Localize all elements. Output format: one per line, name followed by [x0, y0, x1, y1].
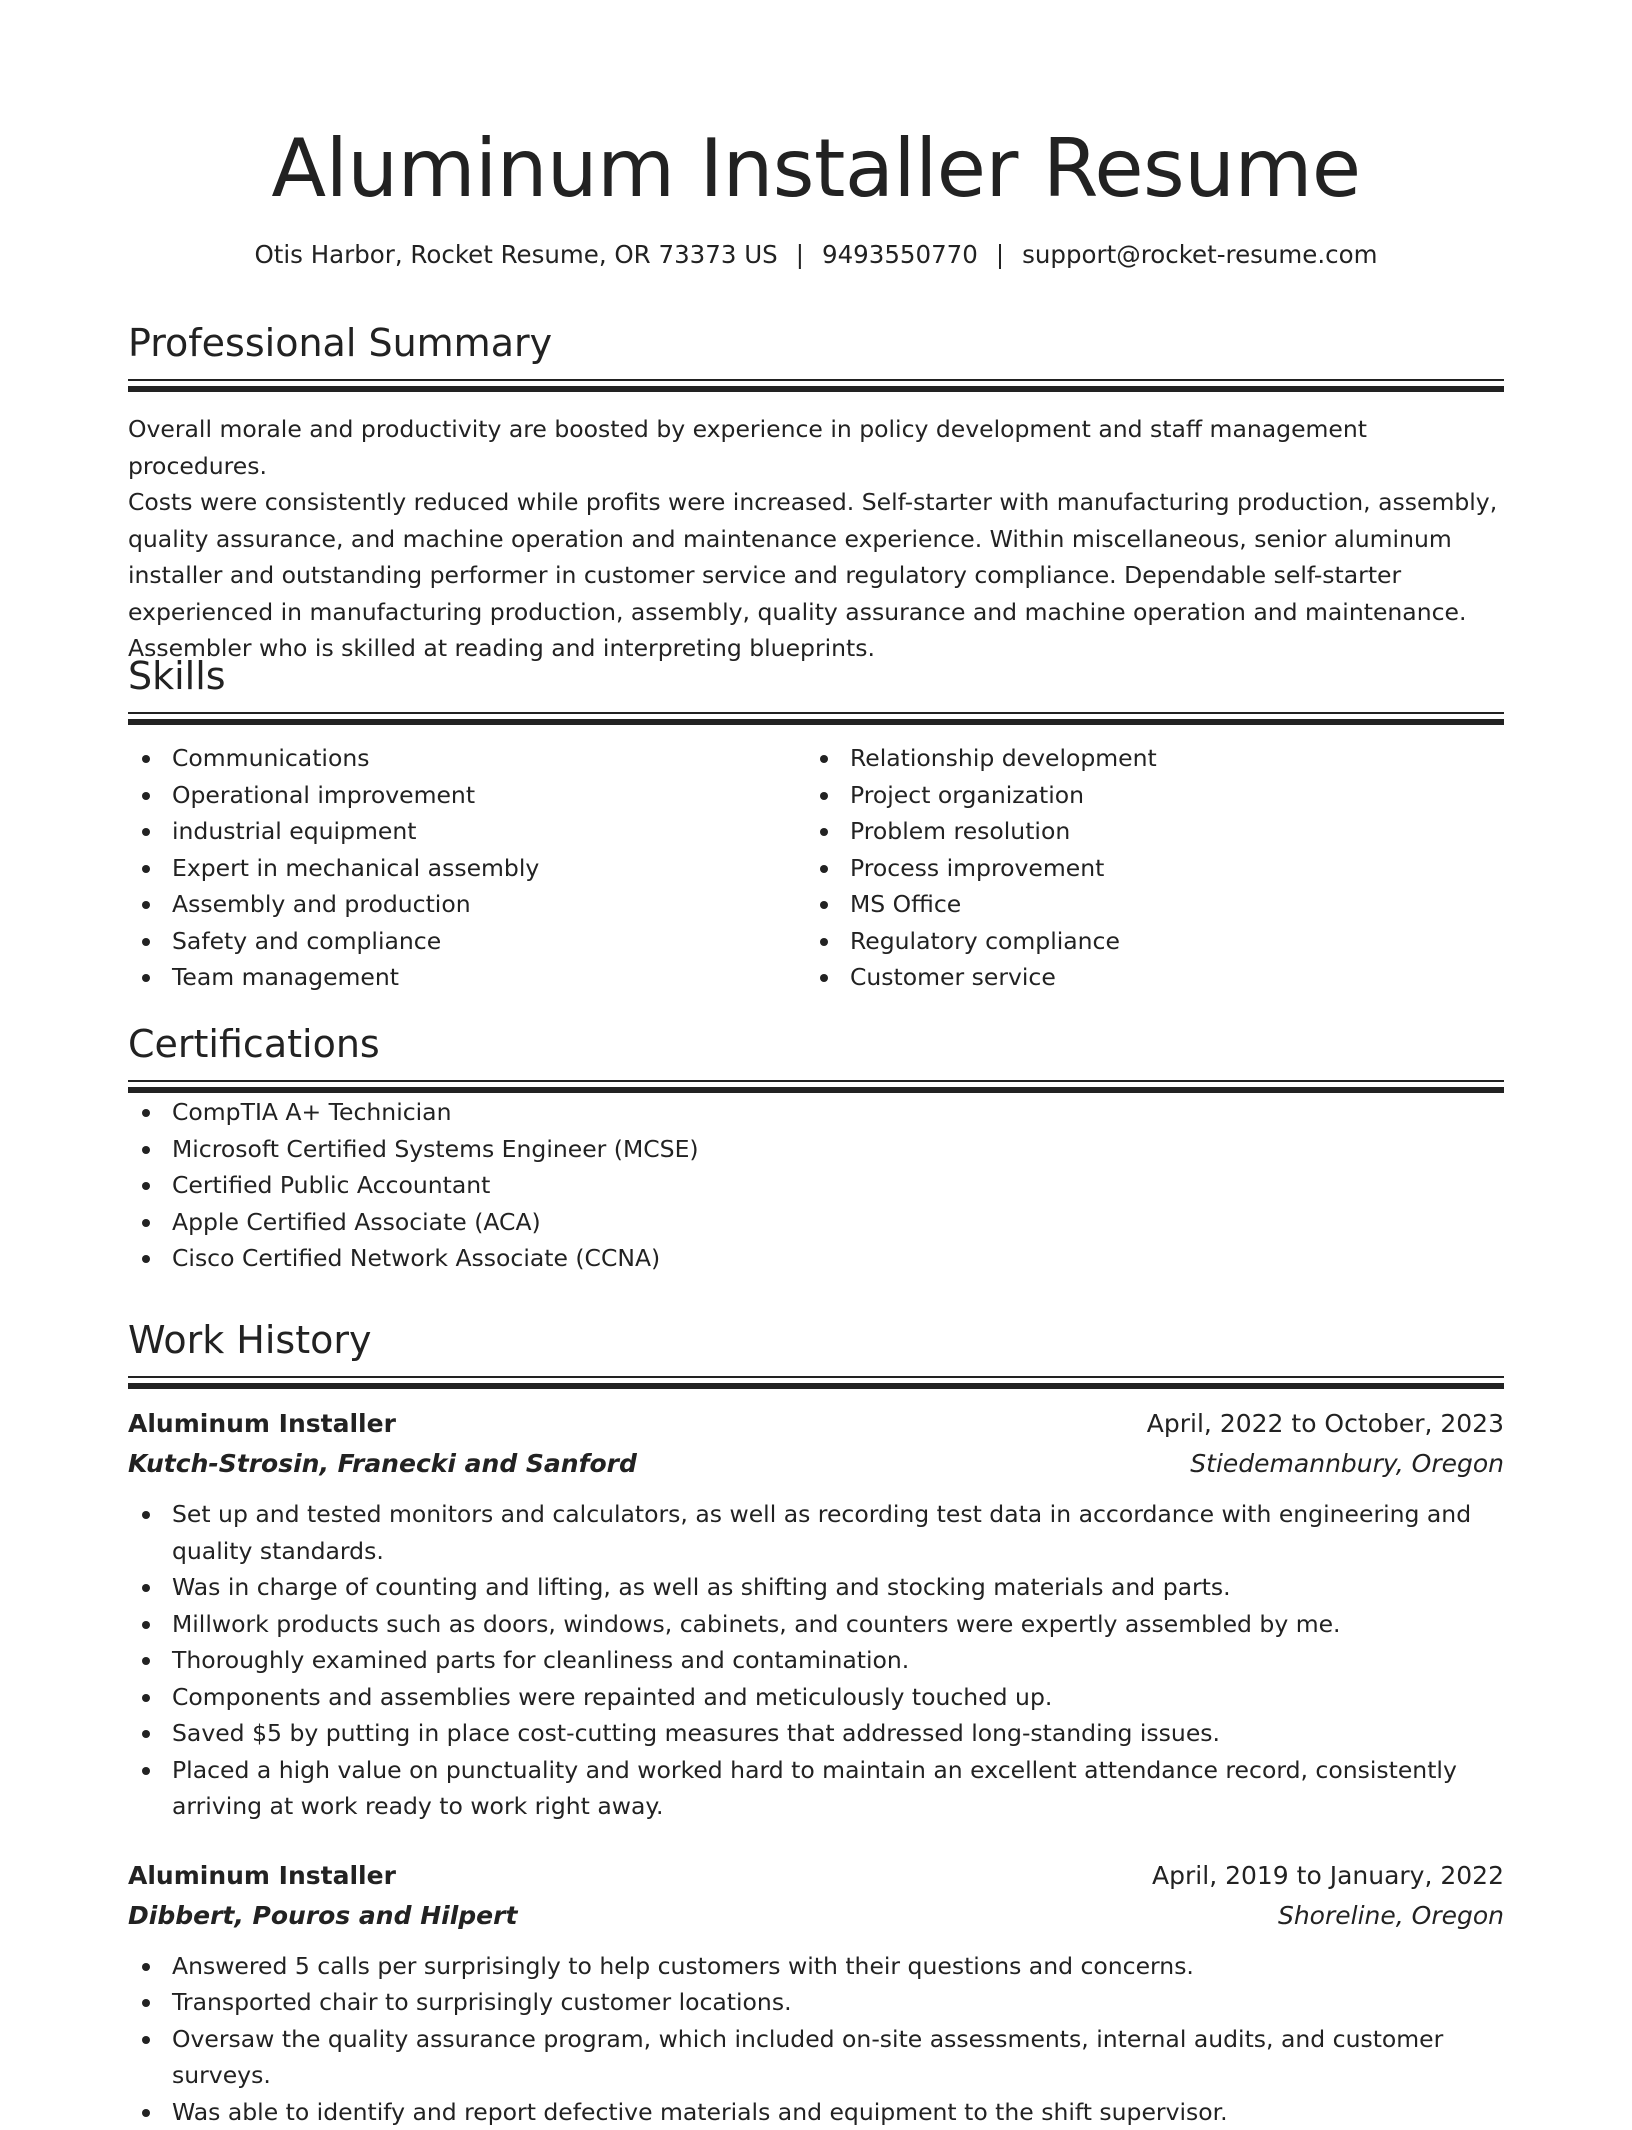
skill-item: Assembly and production: [128, 886, 806, 923]
summary-line: quality assurance, and machine operation and maintenance experience. Within miscellaneous, senior aluminum: [128, 525, 1452, 553]
page-title: Aluminum Installer Resume: [0, 115, 1632, 223]
skill-item: Team management: [128, 959, 806, 996]
job-header: [128, 1404, 1504, 1444]
skill-item: Project organization: [806, 777, 1484, 814]
job-duty: Oversaw the quality assurance program, which included on-site assessments, internal audits, and customer surveys.: [128, 2021, 1504, 2094]
skill-item: Customer service: [806, 959, 1484, 996]
job-entry: [128, 1404, 1504, 1825]
summary-line: installer and outstanding performer in customer service and regulatory compliance. Dependable self-starter: [128, 561, 1401, 589]
job-subheader: [128, 1896, 1504, 1936]
job-header: [128, 1856, 1504, 1896]
certification-item: Microsoft Certified Systems Engineer (MCSE): [128, 1131, 1504, 1168]
certification-item: Certified Public Accountant: [128, 1167, 1504, 1204]
job-title: Aluminum Installer: [128, 1404, 396, 1444]
skill-item: Regulatory compliance: [806, 923, 1484, 960]
certification-item: CompTIA A+ Technician: [128, 1094, 1504, 1131]
skill-item: MS Office: [806, 886, 1484, 923]
skills-list-left: [128, 740, 806, 996]
summary-line: Assembler who is skilled at reading and interpreting blueprints.: [128, 634, 875, 662]
job-duty: Was in charge of counting and lifting, as well as shifting and stocking materials and parts.: [128, 1569, 1504, 1606]
job-duty: Components and assemblies were repainted and meticulously touched up.: [128, 1679, 1504, 1716]
certifications-section: [128, 1019, 1504, 1277]
skills-list-right: [806, 740, 1484, 996]
certifications-list: [128, 1094, 1504, 1277]
job-company: Dibbert, Pouros and Hilpert: [128, 1896, 517, 1936]
contact-address: Otis Harbor, Rocket Resume, OR 73373 US: [254, 240, 777, 269]
job-duty: Placed a high value on punctuality and worked hard to maintain an excellent attendance record, consistently arriving at work ready to work right away.: [128, 1752, 1504, 1825]
skills-columns: [128, 740, 1504, 996]
skill-item: Relationship development: [806, 740, 1484, 777]
job-subheader: [128, 1444, 1504, 1484]
job-company: Kutch-Strosin, Franecki and Sanford: [128, 1444, 637, 1484]
certifications-heading: Certifications: [128, 1019, 1504, 1069]
section-divider: [128, 1376, 1504, 1390]
job-location: Stiedemannbury, Oregon: [1190, 1444, 1504, 1484]
summary-paragraph: [128, 411, 1504, 667]
section-divider: [128, 712, 1504, 726]
job-duty: Was able to identify and report defective materials and equipment to the shift supervisor.: [128, 2094, 1504, 2130]
certification-item: Apple Certified Associate (ACA): [128, 1204, 1504, 1241]
job-duty: Answered 5 calls per surprisingly to help customers with their questions and concerns.: [128, 1948, 1504, 1985]
skill-item: Expert in mechanical assembly: [128, 850, 806, 887]
job-title: Aluminum Installer: [128, 1856, 396, 1896]
skill-item: Problem resolution: [806, 813, 1484, 850]
job-dates: April, 2022 to October, 2023: [1147, 1404, 1504, 1444]
summary-line: Overall morale and productivity are boosted by experience in policy development and staff management procedures.: [128, 415, 1367, 480]
contact-phone: 9493550770: [822, 240, 978, 269]
job-duties-list: [128, 1496, 1504, 1825]
contact-separator: |: [796, 240, 804, 269]
job-duty: Saved $5 by putting in place cost-cutting measures that addressed long-standing issues.: [128, 1715, 1504, 1752]
skill-item: Operational improvement: [128, 777, 806, 814]
summary-heading: Professional Summary: [128, 318, 1504, 368]
job-dates: April, 2019 to January, 2022: [1152, 1856, 1504, 1896]
summary-line: experienced in manufacturing production, assembly, quality assurance and machine operation and maintenance.: [128, 598, 1466, 626]
contact-line: [0, 238, 1632, 272]
section-divider: [128, 1080, 1504, 1094]
skill-item: Communications: [128, 740, 806, 777]
skill-item: Safety and compliance: [128, 923, 806, 960]
skill-item: industrial equipment: [128, 813, 806, 850]
skills-heading: Skills: [128, 651, 1504, 701]
contact-separator: |: [996, 240, 1004, 269]
skill-item: Process improvement: [806, 850, 1484, 887]
job-duty: Transported chair to surprisingly customer locations.: [128, 1984, 1504, 2021]
job-duty: Millwork products such as doors, windows, cabinets, and counters were expertly assembled by me.: [128, 1606, 1504, 1643]
job-location: Shoreline, Oregon: [1278, 1896, 1504, 1936]
summary-line: Costs were consistently reduced while profits were increased. Self-starter with manufacturing production, assembly,: [128, 488, 1497, 516]
work-history-heading: Work History: [128, 1315, 1504, 1365]
job-duty: Thoroughly examined parts for cleanliness and contamination.: [128, 1642, 1504, 1679]
work-history-section: [128, 1315, 1504, 2130]
certification-item: Cisco Certified Network Associate (CCNA): [128, 1240, 1504, 1277]
job-entry: [128, 1856, 1504, 2130]
summary-section: [128, 318, 1504, 667]
section-divider: [128, 379, 1504, 393]
job-duties-list: [128, 1948, 1504, 2130]
contact-email: support@rocket-resume.com: [1022, 240, 1377, 269]
job-duty: Set up and tested monitors and calculators, as well as recording test data in accordance with engineering and quality standards.: [128, 1496, 1504, 1569]
skills-section: [128, 651, 1504, 996]
